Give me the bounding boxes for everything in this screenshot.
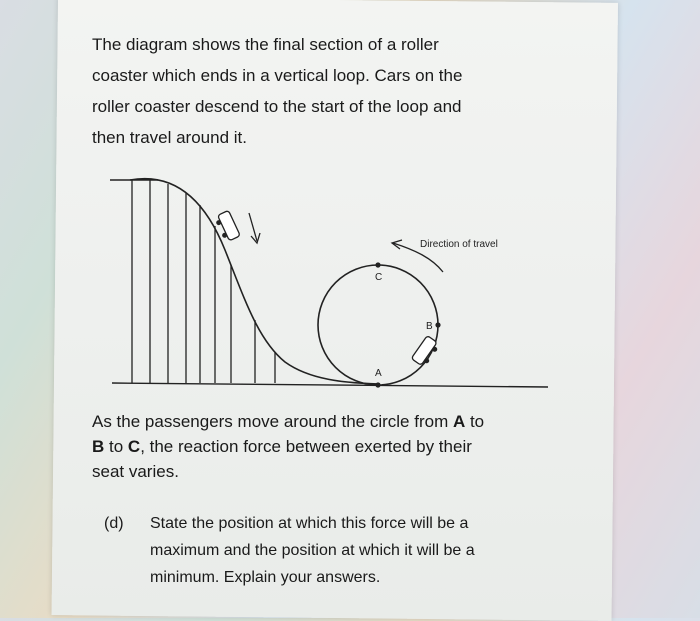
question-text: , the reaction force between exerted by their [140,437,472,456]
question-text: As the passengers move around the circle from [92,412,453,431]
question-paragraph [92,413,484,488]
intro-line: The diagram shows the final section of a roller [92,35,439,54]
part-d-line: maximum and the position at which it will be a [150,542,475,559]
point-a-marker [375,382,380,387]
point-c-ref: C [127,437,141,456]
part-d-label: (d) [104,515,124,532]
direction-of-travel-label: Direction of travel [420,239,498,250]
loop-circle [318,265,438,385]
question-line [92,413,484,438]
intro-line: coaster which ends in a vertical loop. Cars on the [92,66,463,85]
point-b-marker [435,322,440,327]
point-a-ref: A [452,412,466,431]
part-d [104,515,475,596]
part-d-line: State the position at which this force will be a [150,515,469,532]
question-text: to [465,412,485,431]
car-on-descent [213,210,240,242]
point-c-label: C [375,272,383,283]
question-line [92,438,484,463]
ground-line [112,383,548,387]
down-arrow [249,213,260,243]
point-b-ref: B [92,437,105,456]
point-a-label: A [375,368,382,379]
intro-line: then travel around it. [92,128,247,147]
point-b-label: B [426,321,433,332]
question-line: seat varies. [92,462,179,481]
part-d-line: minimum. Explain your answers. [150,569,381,586]
point-c-marker [375,262,380,267]
intro-line: roller coaster descend to the start of the loop and [92,97,462,116]
question-text: to [104,437,128,456]
